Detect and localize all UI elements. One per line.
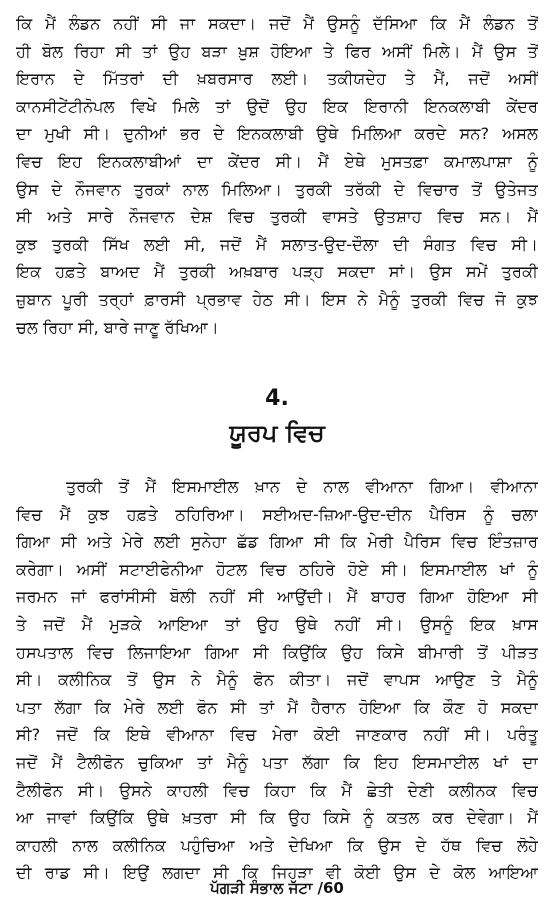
text-line: ਕਾਹਲੀ ਨਾਲ ਕਲੀਨਿਕ ਪਹੁੰਚਿਆ ਅਤੇ ਦੇਖਿਆ ਕਿ ਉਸ ਦੇ ਹੱਥ ਵਿਚ ਲੋਹੇ: [16, 835, 538, 855]
text-line: ਸੀ ਅਤੇ ਸਾਰੇ ਨੌਜਵਾਨ ਦੇਸ਼ ਵਿਚ ਤੁਰਕੀ ਵਾਸਤੇ ਉਤਸ਼ਾਹ ਵਿਚ ਸਨ। ਮੈਂ: [16, 207, 538, 227]
paragraph-2: [16, 473, 538, 887]
text-line: ਇਰਾਨ ਦੇ ਮਿੱਤਰਾਂ ਦੀ ਖ਼ਬਰਸਾਰ ਲਈ। ਤਕੀਯਦੇਹ ਤੇ ਮੈਂ, ਜਦੋਂ ਅਸੀਂ: [16, 69, 538, 89]
paragraph-1: [16, 10, 538, 341]
text-line: ਕਾਨਸੀਟੇਂਟੀਨੋਪਲ ਵਿਖੇ ਮਿਲੇ ਤਾਂ ਉਦੋਂ ਉਹ ਇਕ ਇਰਾਨੀ ਇਨਕਲਾਬੀ ਕੇਂਦਰ: [16, 96, 538, 116]
text-line: ਟੈਲੀਫੋਨ ਸੀ। ਉਸਨੇ ਕਾਹਲੀ ਵਿਚ ਕਿਹਾ ਕਿ ਮੈਂ ਛੇਤੀ ਦੇਣੀ ਕਲੀਨਕ ਵਿਚ: [16, 780, 538, 800]
chapter-title: ਯੂਰਪ ਵਿਚ: [229, 419, 325, 447]
text-line: ਵਿਚ ਮੈਂ ਕੁਝ ਹਫ਼ਤੇ ਠਹਿਰਿਆ। ਸਈਅਦ-ਜ਼ਿਆ-ਉਦ-ਦੀਨ ਪੈਰਿਸ ਨੂੰ ਚਲਾ: [16, 504, 538, 524]
text-line: ਜਦੋਂ ਮੈਂ ਟੈਲੀਫੋਨ ਚੁਕਿਆ ਤਾਂ ਮੈਨੂੰ ਪਤਾ ਲੱਗਾ ਕਿ ਇਹ ਇਸਮਾਈਲ ਖਾਂ ਦਾ: [16, 752, 538, 772]
text-line: ਸੀ। ਕਲੀਨਿਕ ਤੋਂ ਉਸ ਨੇ ਮੈਨੂੰ ਫੋਨ ਕੀਤਾ। ਜਦੋਂ ਵਾਪਸ ਆਉਣ ਤੇ ਮੈਨੂੰ: [16, 670, 538, 690]
text-line: ਕੁਝ ਤੁਰਕੀ ਸਿੱਖ ਲਈ ਸੀ, ਜਦੋਂ ਮੈਂ ਸਲਾਤ-ਉਦ-ਦੌਲਾ ਦੀ ਸੰਗਤ ਵਿਚ ਸੀ।: [16, 234, 538, 254]
text-line: ਸੀ? ਜਦੋਂ ਕਿ ਇਥੇ ਵੀਆਨਾ ਵਿਚ ਮੇਰਾ ਕੋਈ ਜਾਣਕਾਰ ਨਹੀਂ ਸੀ। ਪਰੰਤੂ: [16, 725, 538, 745]
text-line: ਹੀ ਬੋਲ ਰਿਹਾ ਸੀ ਤਾਂ ਉਹ ਬੜਾ ਖ਼ੁਸ਼ ਹੋਇਆ ਤੇ ਫਿਰ ਅਸੀਂ ਮਿਲੇ। ਮੈਂ ਉਸ ਤੋਂ: [16, 41, 538, 61]
text-line: ਗਿਆ ਸੀ ਅਤੇ ਮੇਰੇ ਲਈ ਸੁਨੇਹਾ ਛੱਡ ਗਿਆ ਸੀ ਕਿ ਮੇਰੀ ਪੈਰਿਸ ਵਿਚ ਇੰਤਜ਼ਾਰ: [16, 532, 538, 552]
text-line: ਤੁਰਕੀ ਤੋਂ ਮੈਂ ਇਸਮਾਈਲ ਖ਼ਾਨ ਦੇ ਨਾਲ ਵੀਆਨਾ ਗਿਆ। ਵੀਆਨਾ: [66, 477, 538, 496]
chapter-number: 4.: [265, 386, 289, 411]
text-line: ਤੇ ਜਦੋਂ ਮੈਂ ਮੁੜਕੇ ਆਇਆ ਤਾਂ ਉਹ ਉਥੇ ਨਹੀਂ ਸੀ। ਉਸਨੂੰ ਇਕ ਖ਼ਾਸ: [16, 614, 538, 634]
text-line: ਜਰਮਨ ਜਾਂ ਫਰਾਂਸੀਸੀ ਬੋਲੀ ਨਹੀਂ ਸੀ ਆਉਂਦੀ। ਮੈਂ ਬਾਹਰ ਗਿਆ ਹੋਇਆ ਸੀ: [16, 587, 538, 607]
text-line: ਜ਼ੁਬਾਨ ਪੂਰੀ ਤਰ੍ਹਾਂ ਫ਼ਾਰਸੀ ਪ੍ਰਭਾਵ ਹੇਠ ਸੀ। ਇਸ ਨੇ ਮੈਨੂੰ ਤੁਰਕੀ ਵਿਚ ਜੋ ਕੁਝ: [16, 289, 538, 309]
text-line: ਕਰੇਗਾ। ਅਸੀਂ ਸਟਾਈਫੇਨੀਆ ਹੋਟਲ ਵਿਚ ਠਹਿਰੇ ਹੋਏ ਸੀ। ਇਸਮਾਈਲ ਖਾਂ ਨੂੰ: [16, 559, 538, 579]
text-line: ਹਸਪਤਾਲ ਵਿਚ ਲਿਜਾਇਆ ਗਿਆ ਸੀ ਕਿਉਂਕਿ ਉਹ ਕਿਸੇ ਬੀਮਾਰੀ ਤੋਂ ਪੀੜਤ: [16, 642, 538, 662]
text-line: ਪਤਾ ਲੱਗਾ ਕਿ ਮੇਰੇ ਲਈ ਫੋਨ ਸੀ ਤਾਂ ਮੈਂ ਹੈਰਾਨ ਹੋਇਆ ਕਿ ਕੌਣ ਹੋ ਸਕਦਾ: [16, 697, 538, 717]
text-line: ਇਕ ਹਫ਼ਤੇ ਬਾਅਦ ਮੈਂ ਤੁਰਕੀ ਅਖ਼ਬਾਰ ਪੜ੍ਹ ਸਕਦਾ ਸਾਂ। ਉਸ ਸਮੇਂ ਤੁਰਕੀ: [16, 262, 538, 282]
text-line: ਦੀ ਰਾਡ ਸੀ। ਇਉਂ ਲਗਦਾ ਸੀ ਕਿ ਜਿਹੜਾ ਵੀ ਕੋਈ ਉਸ ਦੇ ਕੋਲ ਆਇਆ: [16, 863, 538, 883]
text-line: ਚਲ ਰਿਹਾ ਸੀ, ਬਾਰੇ ਜਾਣੂ ਰੱਖਿਆ।: [16, 317, 219, 337]
text-line: ਦਾ ਮੁਖੀ ਸੀ। ਦੁਨੀਆਂ ਭਰ ਦੇ ਇਨਕਲਾਬੀ ਉਥੇ ਮਿਲਿਆ ਕਰਦੇ ਸਨ? ਅਸਲ: [16, 124, 538, 144]
text-line: ਕਿ ਮੈਂ ਲੰਡਨ ਨਹੀਂ ਸੀ ਜਾ ਸਕਦਾ। ਜਦੋਂ ਮੈਂ ਉਸਨੂੰ ਦੱਸਿਆ ਕਿ ਮੈਂ ਲੰਡਨ ਤੋਂ: [16, 14, 538, 33]
text-line: ਵਿਚ ਇਹ ਇਨਕਲਾਬੀਆਂ ਦਾ ਕੇਂਦਰ ਸੀ। ਮੈਂ ਏਥੇ ਮੁਸਤਫ਼ਾ ਕਮਾਲਪਾਸ਼ਾ ਨੂੰ: [16, 151, 538, 171]
text-line: ਉਸ ਦੇ ਨੌਜਵਾਨ ਤੁਰਕਾਂ ਨਾਲ ਮਿਲਿਆ। ਤੁਰਕੀ ਤਰੱਕੀ ਦੇ ਵਿਚਾਰ ਤੋਂ ਉਤੇਜਤ: [16, 179, 538, 199]
text-line: ਆ ਜਾਵਾਂ ਕਿਉਂਕਿ ਉਥੇ ਖ਼ਤਰਾ ਸੀ ਕਿ ਉਹ ਕਿਸੇ ਨੂੰ ਕਤਲ ਕਰ ਦੇਵੇਗਾ। ਮੈਂ: [16, 808, 538, 828]
page-footer: ਪੱਗੜੀ ਸੰਭਾਲ ਜੱਟਾ /60: [210, 879, 344, 897]
